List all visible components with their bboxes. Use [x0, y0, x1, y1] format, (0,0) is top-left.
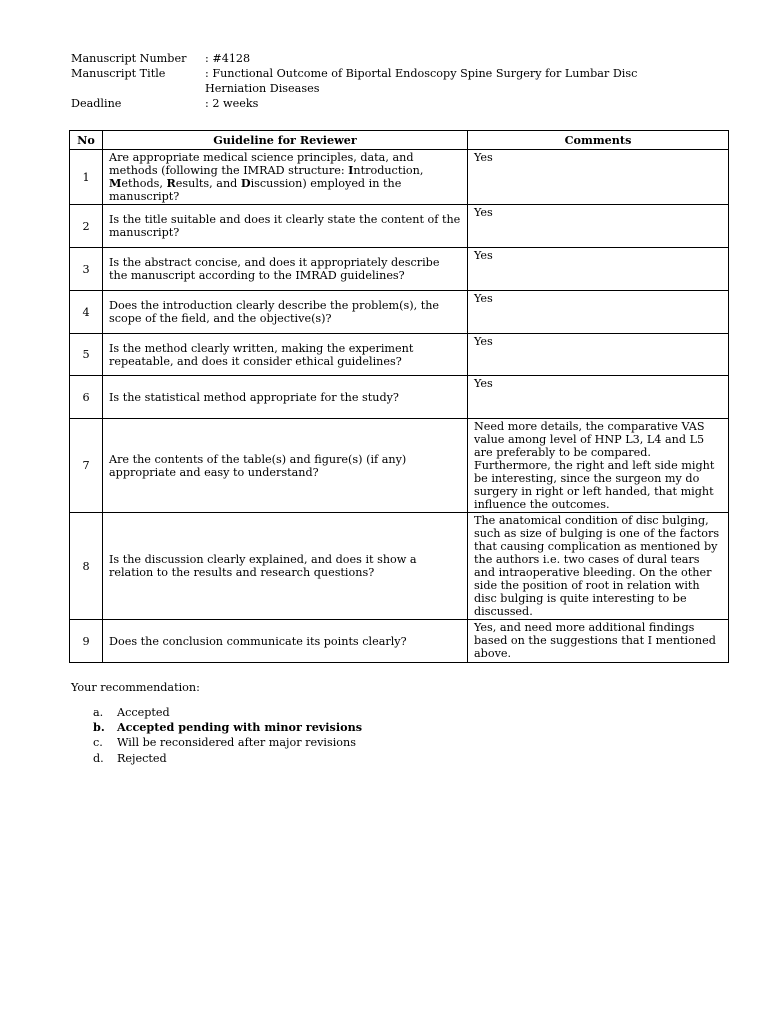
table-row [70, 291, 729, 334]
manuscript-title-value [205, 66, 675, 96]
manuscript-title-line2: Herniation Diseases [205, 82, 320, 95]
table-row [70, 620, 729, 663]
guideline-text: Does the conclusion communicate its points clearly? [103, 620, 468, 663]
comment-text: Yes [468, 376, 729, 419]
option-text: Rejected [117, 751, 167, 765]
table-header-row [70, 131, 729, 150]
deadline-value: : 2 weeks [205, 97, 259, 110]
manuscript-number-label: Manuscript Number [71, 52, 187, 65]
manuscript-info [71, 51, 675, 111]
deadline-row [71, 96, 675, 111]
option-letter: a. [93, 706, 104, 719]
comment-text: Yes, and need more additional findings based on the suggestions that I mentioned above. [468, 620, 729, 663]
row-number: 3 [70, 248, 103, 291]
guideline-text: Is the method clearly written, making the experiment repeatable, and does it consider ethical guidelines? [103, 334, 468, 376]
comment-text: The anatomical condition of disc bulging, such as size of bulging is one of the factors that causing complication as mentioned by the authors i.e. two cases of dural tears and intraoperative bleeding. On the other side the position of root in relation with disc bulging is quite interesting to be discussed. [468, 513, 729, 620]
manuscript-title-line1: : Functional Outcome of Biportal Endoscopy Spine Surgery for Lumbar Disc [205, 67, 638, 80]
guideline-text: Is the abstract concise, and does it appropriately describe the manuscript according to the IMRAD guidelines? [103, 248, 468, 291]
comment-text: Yes [468, 334, 729, 376]
table-row [70, 334, 729, 376]
option-letter: b. [93, 720, 105, 735]
row-number: 9 [70, 620, 103, 663]
row-number: 4 [70, 291, 103, 334]
option-letter: c. [93, 736, 103, 750]
deadline-label: Deadline [71, 97, 122, 110]
column-header-comments: Comments [468, 131, 729, 150]
guideline-text: Is the title suitable and does it clearly state the content of the manuscript? [103, 205, 468, 248]
reviewer-guideline-table [69, 130, 729, 663]
option-text: Accepted pending with minor revisions [117, 720, 362, 735]
guideline-text: Does the introduction clearly describe the problem(s), the scope of the field, and the objective(s)? [103, 291, 468, 334]
comment-text: Yes [468, 248, 729, 291]
recommendation-option-minor-revisions[interactable] [93, 720, 362, 735]
row-number: 7 [70, 419, 103, 513]
comment-text: Yes [468, 150, 729, 205]
table-row [70, 205, 729, 248]
manuscript-number-value: : #4128 [205, 52, 251, 65]
recommendation-option-accepted[interactable] [93, 705, 362, 720]
guideline-text: Are appropriate medical science principles, data, and methods (following the IMRAD structure: Introduction, Methods, Results, and Discussion) employed in the manuscript? [103, 150, 468, 205]
guideline-text: Is the discussion clearly explained, and does it show a relation to the results and research questions? [103, 513, 468, 620]
comment-text: Need more details, the comparative VAS value among level of HNP L3, L4 and L5 are preferably to be compared. Furthermore, the right and left side might be interesting, since the surgeon my do surgery in right or left handed, that might influence the outcomes. [468, 419, 729, 513]
table-row [70, 150, 729, 205]
guideline-text: Are the contents of the table(s) and figure(s) (if any) appropriate and easy to understand? [103, 419, 468, 513]
comment-text: Yes [468, 291, 729, 334]
option-letter: d. [93, 751, 104, 765]
column-header-guideline: Guideline for Reviewer [103, 131, 468, 150]
manuscript-number-row [71, 51, 675, 66]
row-number: 6 [70, 376, 103, 419]
table-row [70, 376, 729, 419]
table-row [70, 248, 729, 291]
option-text: Will be reconsidered after major revisions [117, 736, 356, 750]
row-number: 8 [70, 513, 103, 620]
row-number: 5 [70, 334, 103, 376]
recommendation-option-major-revisions[interactable] [93, 735, 362, 750]
recommendation-label: Your recommendation: [71, 681, 200, 694]
row-number: 1 [70, 150, 103, 205]
recommendation-options [93, 705, 362, 766]
manuscript-title-row [71, 66, 675, 96]
row-number: 2 [70, 205, 103, 248]
column-header-no: No [70, 131, 103, 150]
option-text: Accepted [117, 706, 170, 719]
table-row [70, 419, 729, 513]
guideline-text: Is the statistical method appropriate for the study? [103, 376, 468, 419]
comment-text: Yes [468, 205, 729, 248]
recommendation-option-rejected[interactable] [93, 751, 362, 766]
manuscript-title-label: Manuscript Title [71, 67, 166, 80]
table-row [70, 513, 729, 620]
